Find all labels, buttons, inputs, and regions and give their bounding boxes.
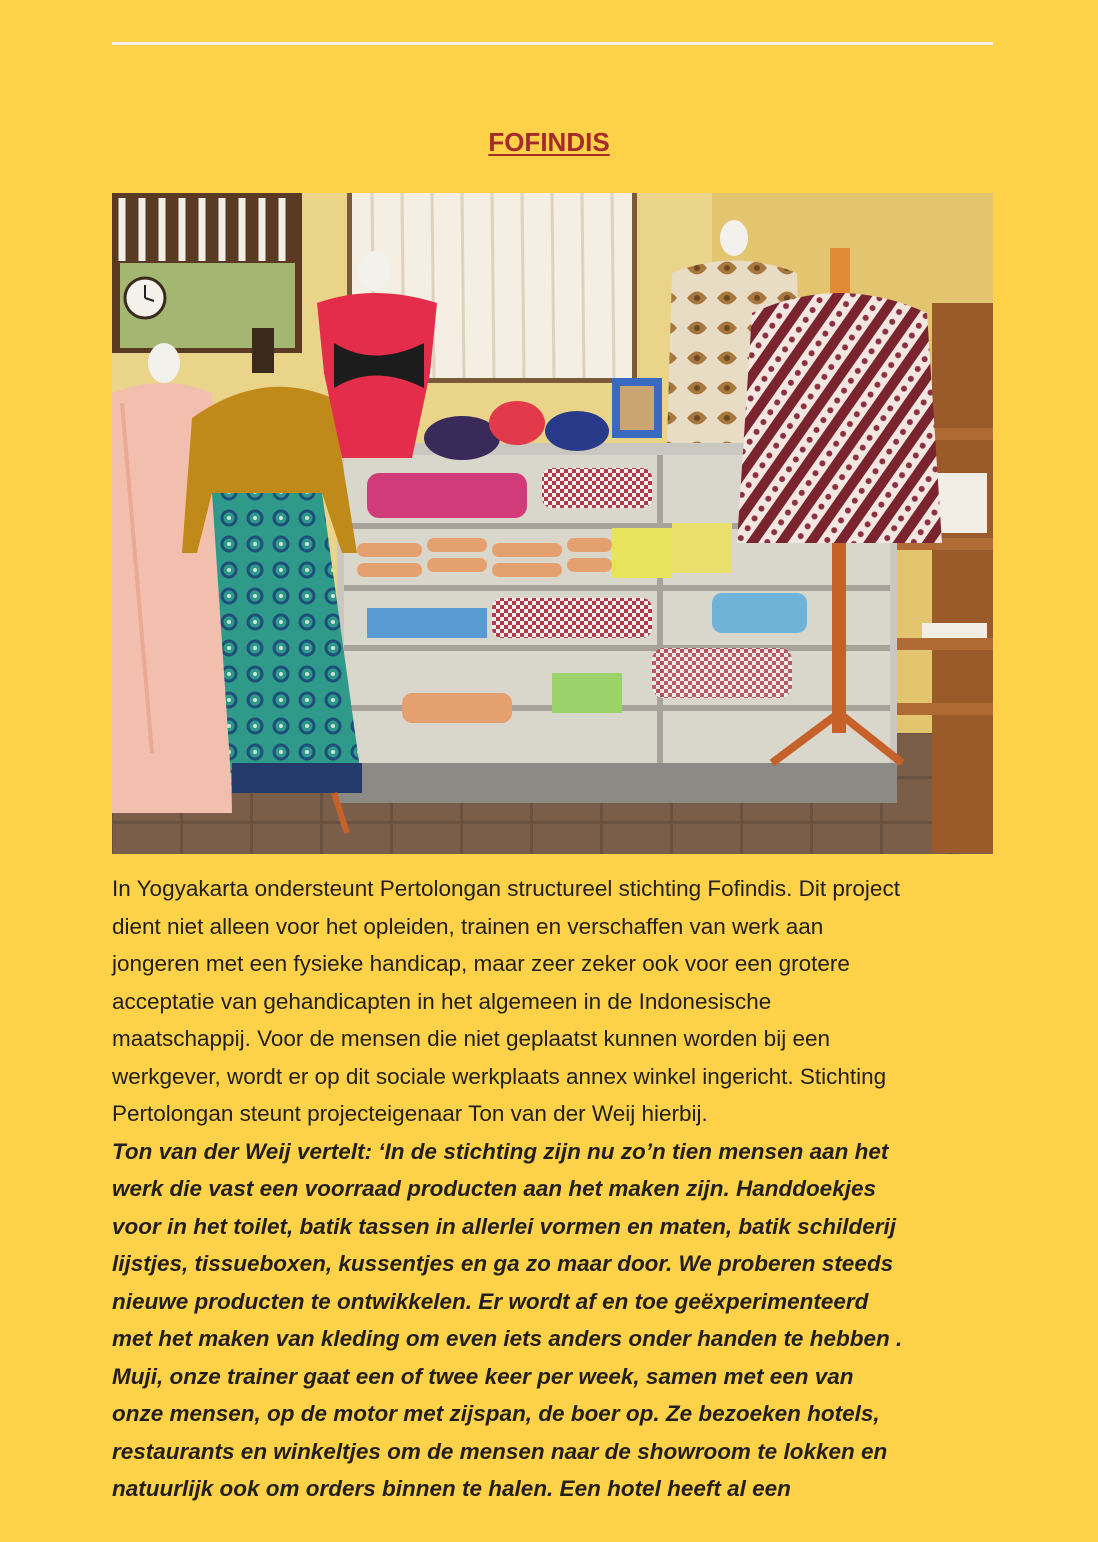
body-line: werkgever, wordt er op dit sociale werkplaats annex winkel ingericht. Stichting xyxy=(112,1063,887,1089)
quote-line: Muji, onze trainer gaat een of twee keer per week, samen met een van xyxy=(112,1363,854,1389)
quote-line: Ton van der Weij vertelt: ‘In de stichting zijn nu zo’n tien mensen aan het xyxy=(112,1138,889,1164)
quote-line: onze mensen, op de motor met zijspan, de boer op. Ze bezoeken hotels, xyxy=(112,1401,880,1426)
article-body xyxy=(112,870,1012,1508)
top-divider xyxy=(112,42,993,45)
body-line: maatschappij. Voor de mensen die niet geplaatst kunnen worden bij een xyxy=(112,1026,830,1051)
body-line: acceptatie van gehandicapten in het algemeen in de Indonesische xyxy=(112,988,772,1014)
body-line: Pertolongan steunt projecteigenaar Ton van der Weij hierbij. xyxy=(112,1101,708,1126)
quote-line: natuurlijk ook om orders binnen te halen. Een hotel heeft al een xyxy=(112,1476,791,1501)
body-line: dient niet alleen voor het opleiden, trainen en verschaffen van werk aan xyxy=(112,913,824,939)
quote-line: werk die vast een voorraad producten aan het maken zijn. Handdoekjes xyxy=(112,1176,876,1201)
body-line: jongeren met een fysieke handicap, maar zeer zeker ook voor een grotere xyxy=(112,951,850,976)
showroom-photo xyxy=(112,193,993,854)
quote-line: met het maken van kleding om even iets anders onder handen te hebben . xyxy=(112,1326,903,1351)
body-line: In Yogyakarta ondersteunt Pertolongan structureel stichting Fofindis. Dit project xyxy=(112,876,900,901)
quote-line: lijstjes, tissueboxen, kussentjes en ga zo maar door. We proberen steeds xyxy=(112,1251,894,1276)
quote-line: restaurants en winkeltjes om de mensen naar de showroom te lokken en xyxy=(112,1438,888,1464)
quote-line: voor in het toilet, batik tassen in allerlei vormen en maten, batik schilderij xyxy=(112,1213,896,1239)
page-title: FOFINDIS xyxy=(488,127,610,157)
quote-line: nieuwe producten te ontwikkelen. Er wordt af en toe geëxperimenteerd xyxy=(112,1288,869,1314)
